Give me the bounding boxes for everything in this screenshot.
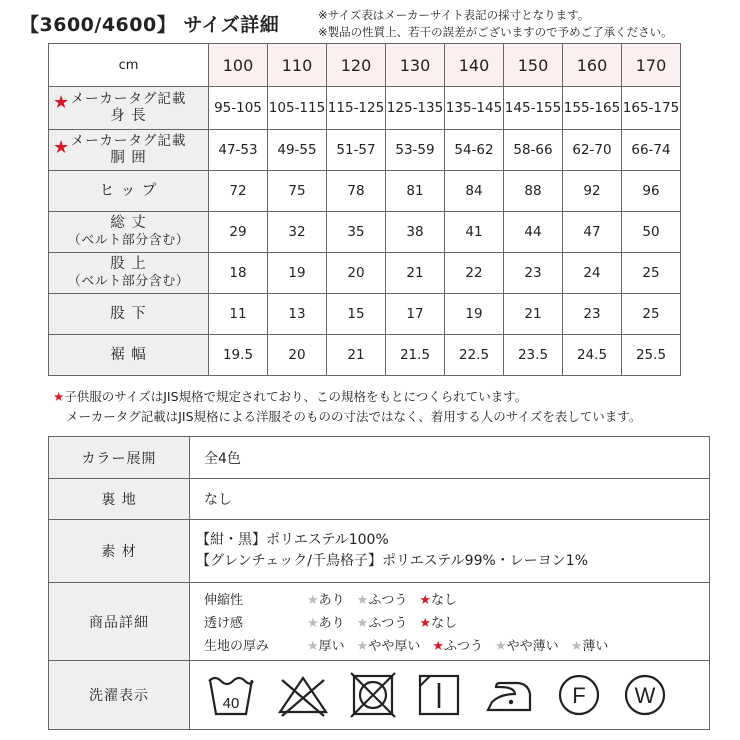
no-bleach-icon bbox=[276, 672, 330, 718]
size-value: 51-57 bbox=[327, 130, 386, 171]
detail-option bbox=[495, 635, 559, 654]
size-value: 22.5 bbox=[445, 335, 504, 376]
size-value: 92 bbox=[563, 171, 622, 212]
wet-clean-w-icon bbox=[622, 672, 668, 718]
size-row-label-line: （ベルト部分含む） bbox=[67, 274, 190, 289]
size-row bbox=[49, 171, 681, 212]
info-row-color bbox=[49, 437, 710, 479]
care-label: 洗濯表示 bbox=[49, 661, 190, 730]
detail-star-icon: ★ bbox=[570, 639, 583, 654]
size-value: 15 bbox=[327, 294, 386, 335]
size-value: 58-66 bbox=[504, 130, 563, 171]
dry-clean-letter: F bbox=[572, 683, 586, 708]
size-col: 120 bbox=[327, 44, 386, 87]
no-tumble-dry-icon bbox=[350, 672, 396, 718]
size-row-label-line: メーカータグ記載 bbox=[70, 91, 187, 107]
detail-option bbox=[419, 589, 457, 608]
detail-star-icon: ★ bbox=[419, 593, 431, 608]
size-value: 41 bbox=[445, 212, 504, 253]
detail-star-icon: ★ bbox=[356, 616, 369, 631]
size-row-label-line: ヒ ッ プ bbox=[99, 182, 158, 199]
size-row-label bbox=[49, 294, 209, 335]
size-value: 21 bbox=[386, 253, 445, 294]
size-value: 125-135 bbox=[386, 87, 445, 130]
size-value: 20 bbox=[268, 335, 327, 376]
size-row-label bbox=[49, 130, 209, 171]
size-row-label-line: 裾 幅 bbox=[110, 346, 147, 363]
detail-option bbox=[357, 612, 408, 631]
size-value: 13 bbox=[268, 294, 327, 335]
size-value: 145-155 bbox=[504, 87, 563, 130]
color-label: カラー展開 bbox=[49, 437, 190, 479]
detail-star-icon: ★ bbox=[356, 593, 369, 608]
info-row-lining bbox=[49, 479, 710, 520]
size-value: 44 bbox=[504, 212, 563, 253]
size-row-label-line: 身 長 bbox=[110, 108, 147, 124]
detail-option-label: 薄い bbox=[582, 639, 609, 654]
unit-cell: cm bbox=[49, 44, 209, 87]
size-value: 38 bbox=[386, 212, 445, 253]
footnote-1 bbox=[53, 387, 527, 405]
lining-label: 裏 地 bbox=[49, 479, 190, 520]
size-row-label bbox=[49, 335, 209, 376]
color-value: 全4色 bbox=[190, 437, 710, 479]
size-value: 105-115 bbox=[268, 87, 327, 130]
size-value: 88 bbox=[504, 171, 563, 212]
line-dry-icon bbox=[416, 672, 462, 718]
size-table bbox=[48, 43, 681, 376]
detail-option-label: あり bbox=[318, 593, 345, 608]
info-row-details bbox=[49, 583, 710, 661]
size-col: 110 bbox=[268, 44, 327, 87]
detail-option-label: ふつう bbox=[368, 616, 408, 631]
size-col: 150 bbox=[504, 44, 563, 87]
material-line-2: 【グレンチェック/千鳥格子】ポリエステル99%・レーヨン1% bbox=[196, 553, 589, 569]
wash-temp-text: 40 bbox=[222, 695, 240, 712]
size-row-label-line: 股 上 bbox=[110, 256, 147, 272]
top-notes bbox=[318, 7, 673, 41]
size-row bbox=[49, 212, 681, 253]
material-line-1: 【紺・黒】ポリエステル100% bbox=[196, 532, 389, 548]
size-value: 49-55 bbox=[268, 130, 327, 171]
size-value: 84 bbox=[445, 171, 504, 212]
size-value: 75 bbox=[268, 171, 327, 212]
size-value: 115-125 bbox=[327, 87, 386, 130]
detail-option bbox=[419, 612, 457, 631]
detail-option bbox=[357, 635, 421, 654]
info-row-care bbox=[49, 661, 710, 730]
size-value: 25 bbox=[622, 294, 681, 335]
wet-clean-letter: W bbox=[634, 683, 656, 708]
size-value: 21 bbox=[504, 294, 563, 335]
detail-option-label: ふつう bbox=[368, 593, 408, 608]
size-row bbox=[49, 130, 681, 171]
detail-option bbox=[432, 635, 483, 654]
size-value: 72 bbox=[209, 171, 268, 212]
detail-option-label: なし bbox=[431, 593, 458, 608]
size-row-label-line: 胴 囲 bbox=[110, 150, 147, 166]
size-value: 165-175 bbox=[622, 87, 681, 130]
page-title: 【3600/4600】 サイズ詳細 bbox=[20, 14, 280, 36]
size-value: 53-59 bbox=[386, 130, 445, 171]
detail-option bbox=[307, 635, 345, 654]
wash-tub-40-icon bbox=[206, 672, 256, 718]
size-value: 96 bbox=[622, 171, 681, 212]
size-row-label-line: 総 丈 bbox=[110, 215, 147, 231]
detail-star-icon: ★ bbox=[356, 639, 369, 654]
detail-star-icon: ★ bbox=[419, 616, 431, 631]
size-value: 24.5 bbox=[563, 335, 622, 376]
size-value: 21 bbox=[327, 335, 386, 376]
size-value: 78 bbox=[327, 171, 386, 212]
size-row bbox=[49, 253, 681, 294]
star-mark: ★ bbox=[53, 389, 65, 404]
iron-low-icon bbox=[482, 672, 536, 718]
size-value: 47-53 bbox=[209, 130, 268, 171]
size-row bbox=[49, 335, 681, 376]
size-value: 135-145 bbox=[445, 87, 504, 130]
size-value: 95-105 bbox=[209, 87, 268, 130]
size-col: 100 bbox=[209, 44, 268, 87]
size-header-row bbox=[49, 44, 681, 87]
size-row-label bbox=[49, 87, 209, 130]
care-symbols bbox=[190, 661, 710, 730]
size-value: 25 bbox=[622, 253, 681, 294]
detail-name: 伸縮性 bbox=[204, 593, 244, 608]
size-value: 62-70 bbox=[563, 130, 622, 171]
size-col: 170 bbox=[622, 44, 681, 87]
size-value: 81 bbox=[386, 171, 445, 212]
size-row-label-line: （ベルト部分含む） bbox=[67, 233, 190, 248]
star-marker-waist: ★ bbox=[53, 137, 70, 158]
detail-option bbox=[307, 612, 345, 631]
detail-star-icon: ★ bbox=[495, 639, 507, 654]
detail-option-label: 厚い bbox=[318, 639, 345, 654]
detail-row bbox=[204, 633, 709, 656]
size-value: 155-165 bbox=[563, 87, 622, 130]
detail-option-label: やや薄い bbox=[506, 639, 559, 654]
size-col: 130 bbox=[386, 44, 445, 87]
size-row-label bbox=[49, 212, 209, 253]
size-value: 11 bbox=[209, 294, 268, 335]
detail-option-label: あり bbox=[318, 616, 345, 631]
detail-option bbox=[571, 635, 609, 654]
dry-clean-f-icon bbox=[556, 672, 602, 718]
size-value: 21.5 bbox=[386, 335, 445, 376]
size-value: 19 bbox=[268, 253, 327, 294]
info-row-material bbox=[49, 520, 710, 583]
size-value: 22 bbox=[445, 253, 504, 294]
size-row-label bbox=[49, 171, 209, 212]
detail-star-icon: ★ bbox=[307, 639, 319, 654]
material-label: 素 材 bbox=[49, 520, 190, 583]
size-value: 23 bbox=[563, 294, 622, 335]
size-row bbox=[49, 294, 681, 335]
size-value: 19.5 bbox=[209, 335, 268, 376]
size-value: 24 bbox=[563, 253, 622, 294]
detail-row bbox=[204, 587, 709, 610]
top-note-1: ※サイズ表はメーカーサイト表記の採寸となります。 bbox=[318, 8, 590, 22]
detail-option-label: なし bbox=[431, 616, 458, 631]
detail-option-label: やや厚い bbox=[368, 639, 421, 654]
top-note-2: ※製品の性質上、若干の誤差がございますので予めご了承ください。 bbox=[318, 25, 673, 39]
detail-star-icon: ★ bbox=[432, 639, 444, 654]
details-label: 商品詳細 bbox=[49, 583, 190, 661]
size-value: 23 bbox=[504, 253, 563, 294]
size-value: 25.5 bbox=[622, 335, 681, 376]
size-value: 17 bbox=[386, 294, 445, 335]
detail-row bbox=[204, 610, 709, 633]
size-value: 23.5 bbox=[504, 335, 563, 376]
size-col: 160 bbox=[563, 44, 622, 87]
detail-option-label: ふつう bbox=[444, 639, 484, 654]
size-value: 19 bbox=[445, 294, 504, 335]
details-value bbox=[190, 583, 710, 661]
detail-option bbox=[307, 589, 345, 608]
size-col: 140 bbox=[445, 44, 504, 87]
material-value bbox=[190, 520, 710, 583]
size-row bbox=[49, 87, 681, 130]
detail-option bbox=[357, 589, 408, 608]
size-value: 35 bbox=[327, 212, 386, 253]
size-value: 32 bbox=[268, 212, 327, 253]
size-value: 20 bbox=[327, 253, 386, 294]
star-marker-height: ★ bbox=[53, 92, 70, 113]
lining-value: なし bbox=[190, 479, 710, 520]
size-value: 47 bbox=[563, 212, 622, 253]
size-row-label bbox=[49, 253, 209, 294]
detail-name: 生地の厚み bbox=[204, 639, 270, 654]
detail-star-icon: ★ bbox=[307, 593, 319, 608]
size-value: 66-74 bbox=[622, 130, 681, 171]
size-value: 18 bbox=[209, 253, 268, 294]
info-table bbox=[48, 436, 710, 730]
size-row-label-line: 股 下 bbox=[110, 305, 147, 322]
detail-name: 透け感 bbox=[204, 616, 244, 631]
footnote-2: メーカータグ記載はJIS規格による洋服そのものの寸法ではなく、着用する人のサイズを表しています。 bbox=[66, 409, 642, 424]
size-row-label-line: メーカータグ記載 bbox=[70, 133, 187, 149]
size-value: 50 bbox=[622, 212, 681, 253]
footnote-1-text: 子供服のサイズはJIS規格で規定されており、この規格をもとにつくられています。 bbox=[64, 389, 528, 404]
size-value: 29 bbox=[209, 212, 268, 253]
detail-star-icon: ★ bbox=[307, 616, 319, 631]
size-value: 54-62 bbox=[445, 130, 504, 171]
